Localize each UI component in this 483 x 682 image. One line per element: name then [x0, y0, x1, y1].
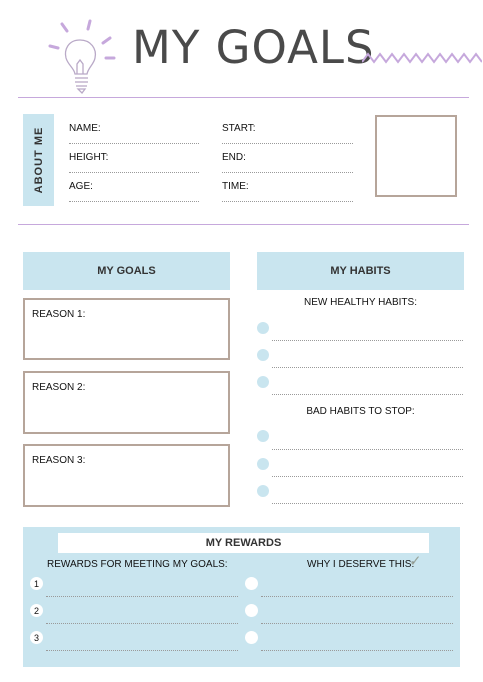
reason-2-label: REASON 2:	[32, 382, 86, 393]
reward-line[interactable]	[46, 650, 238, 651]
page-title: MY GOALS	[132, 21, 375, 74]
bullet-icon	[257, 485, 269, 497]
bullet-icon	[245, 577, 258, 590]
bullet-icon	[257, 376, 269, 388]
reason-line[interactable]	[261, 623, 453, 624]
start-label: START:	[222, 123, 256, 134]
divider	[18, 97, 469, 98]
habit-line[interactable]	[272, 476, 463, 477]
reason-line[interactable]	[261, 596, 453, 597]
time-label: TIME:	[222, 181, 249, 192]
bad-habits-label: BAD HABITS TO STOP:	[306, 406, 415, 417]
zigzag-decoration	[362, 50, 482, 66]
habit-line[interactable]	[272, 503, 463, 504]
end-field[interactable]	[222, 172, 353, 173]
reason-1-label: REASON 1:	[32, 309, 86, 320]
checkmark-icon: ✓	[409, 553, 422, 570]
age-label: AGE:	[69, 181, 93, 192]
height-label: HEIGHT:	[69, 152, 109, 163]
rewards-left-label: REWARDS FOR MEETING MY GOALS:	[47, 559, 228, 570]
about-me-label: ABOUT ME	[32, 126, 45, 194]
name-label: NAME:	[69, 123, 101, 134]
habit-line[interactable]	[272, 449, 463, 450]
lightbulb-icon	[44, 18, 118, 96]
reason-1-box[interactable]	[23, 298, 230, 360]
start-field[interactable]	[222, 143, 353, 144]
bullet-icon	[257, 322, 269, 334]
healthy-habits-label: NEW HEALTHY HABITS:	[304, 297, 417, 308]
my-goals-header	[23, 252, 230, 290]
rewards-heading: MY REWARDS	[205, 537, 282, 549]
bullet-icon	[257, 430, 269, 442]
number-badge: 3	[30, 631, 43, 644]
reward-line[interactable]	[46, 623, 238, 624]
bullet-icon	[245, 604, 258, 617]
habit-line[interactable]	[272, 394, 463, 395]
number-badge: 1	[30, 577, 43, 590]
habit-line[interactable]	[272, 367, 463, 368]
habit-line[interactable]	[272, 340, 463, 341]
rewards-right-label: WHY I DESERVE THIS:	[307, 559, 415, 570]
height-field[interactable]	[69, 172, 199, 173]
reward-line[interactable]	[46, 596, 238, 597]
age-field[interactable]	[69, 201, 199, 202]
number-badge: 2	[30, 604, 43, 617]
reason-3-label: REASON 3:	[32, 455, 86, 466]
name-field[interactable]	[69, 143, 199, 144]
reason-line[interactable]	[261, 650, 453, 651]
photo-box[interactable]	[375, 115, 457, 197]
bullet-icon	[257, 458, 269, 470]
time-field[interactable]	[222, 201, 353, 202]
rewards-header	[58, 533, 429, 553]
my-goals-heading: MY GOALS	[97, 265, 156, 277]
reason-2-box[interactable]	[23, 371, 230, 434]
about-me-tab	[23, 114, 54, 206]
bullet-icon	[245, 631, 258, 644]
bullet-icon	[257, 349, 269, 361]
divider	[18, 224, 469, 225]
my-habits-heading: MY HABITS	[330, 265, 391, 277]
reason-3-box[interactable]	[23, 444, 230, 507]
my-habits-header	[257, 252, 464, 290]
end-label: END:	[222, 152, 246, 163]
